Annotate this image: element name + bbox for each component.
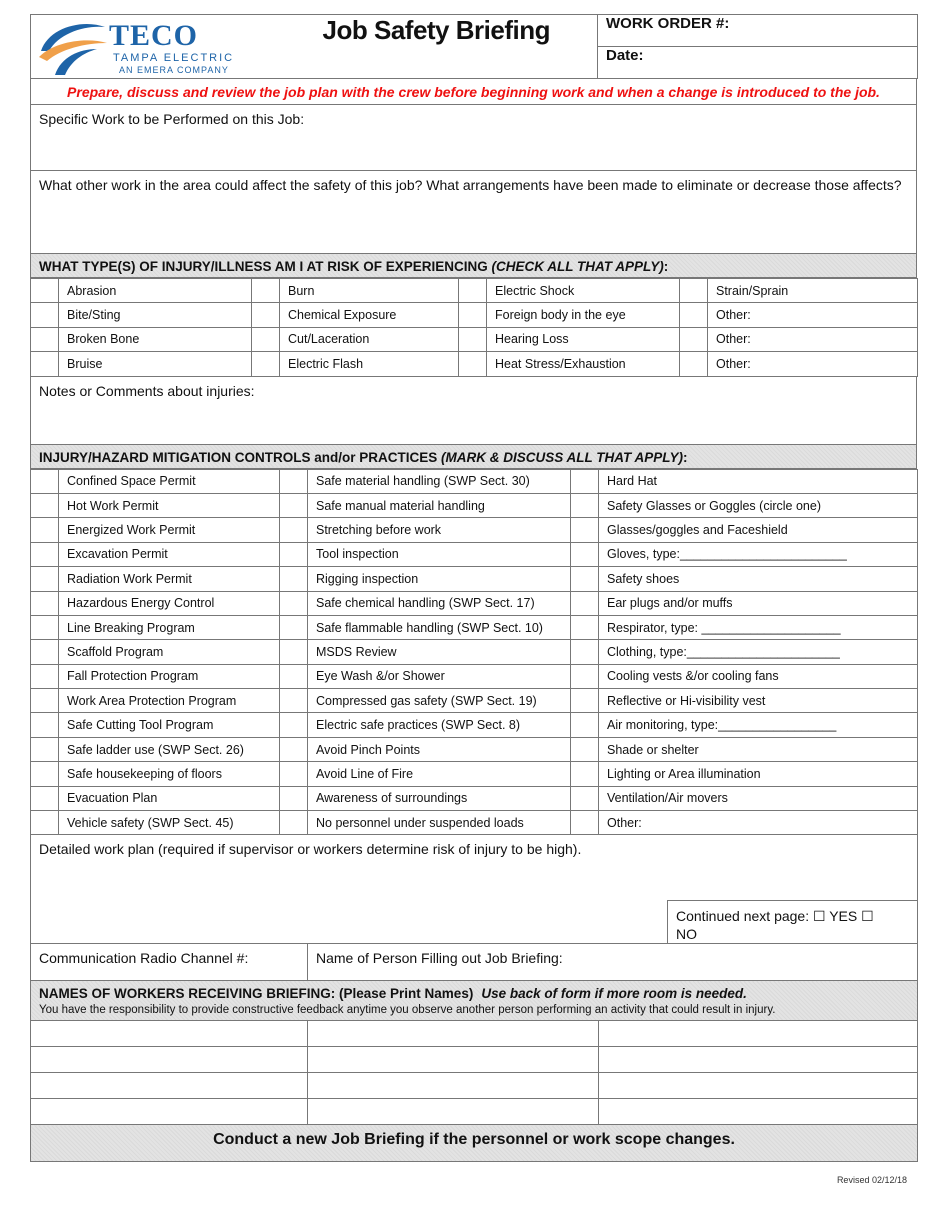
injury-checkbox[interactable]: [31, 303, 59, 327]
injury-option-label: Strain/Sprain: [708, 279, 918, 303]
mitigation-checkbox[interactable]: [571, 762, 599, 786]
worker-names-grid: [30, 1021, 918, 1162]
date-field[interactable]: [598, 47, 918, 79]
mitigation-checkbox[interactable]: [571, 640, 599, 664]
mitigation-checkbox[interactable]: [280, 786, 308, 810]
teco-swoosh-icon: [35, 17, 115, 77]
injury-option-label: Bite/Sting: [59, 303, 252, 327]
mitigation-checkbox[interactable]: [571, 615, 599, 639]
injury-row: [31, 352, 918, 376]
yes-checkbox[interactable]: ☐: [813, 908, 826, 925]
injury-section-heading: WHAT TYPE(S) OF INJURY/ILLNESS AM I AT RISK OF EXPERIENCING (CHECK ALL THAT APPLY):: [31, 254, 917, 278]
name-cell[interactable]: [31, 1047, 308, 1073]
mitigation-checkbox[interactable]: [31, 591, 59, 615]
mitigation-checkbox[interactable]: [31, 640, 59, 664]
mitigation-option-label: No personnel under suspended loads: [308, 811, 571, 835]
mitigation-option-label: Line Breaking Program: [59, 615, 280, 639]
logo-subtitle: TAMPA ELECTRIC: [113, 52, 235, 64]
mitigation-option-label: Energized Work Permit: [59, 518, 280, 542]
injury-option-label: Electric Shock: [487, 279, 680, 303]
mitigation-checkbox[interactable]: [31, 762, 59, 786]
mitigation-row: [31, 737, 918, 761]
mitigation-checkbox[interactable]: [571, 469, 599, 493]
mitigation-checklist: [30, 469, 918, 836]
injury-option-label: Chemical Exposure: [280, 303, 459, 327]
injury-option-label: Broken Bone: [59, 327, 252, 351]
mitigation-option-label: Excavation Permit: [59, 542, 280, 566]
injury-checkbox[interactable]: [459, 327, 487, 351]
injury-option-label: Heat Stress/Exhaustion: [487, 352, 680, 376]
injury-option-label: Hearing Loss: [487, 327, 680, 351]
injury-checkbox[interactable]: [680, 352, 708, 376]
injury-checkbox[interactable]: [31, 279, 59, 303]
names-row: [31, 1021, 918, 1047]
mitigation-option-label: Avoid Line of Fire: [308, 762, 571, 786]
mitigation-checkbox[interactable]: [571, 664, 599, 688]
title-cell: [276, 15, 598, 79]
mitigation-row: [31, 811, 918, 835]
feedback-note: You have the responsibility to provide constructive feedback anytime you observe another person performing an activity that could result in injury.: [39, 1004, 776, 1017]
mitigation-option-label: Electric safe practices (SWP Sect. 8): [308, 713, 571, 737]
names-section-heading: NAMES OF WORKERS RECEIVING BRIEFING: (Please Print Names) Use back of form if more room is needed. You have the responsibility to provide constructive feedback anytime you observe another person performing an activity that could result in injury.: [31, 981, 918, 1021]
mitigation-checkbox[interactable]: [31, 567, 59, 591]
mitigation-checkbox[interactable]: [280, 713, 308, 737]
mitigation-option-label: Gloves, type:________________________: [599, 542, 918, 566]
injury-option-label: Other:: [708, 327, 918, 351]
mitigation-checkbox[interactable]: [31, 615, 59, 639]
mitigation-option-label: Compressed gas safety (SWP Sect. 19): [308, 689, 571, 713]
mitigation-checkbox[interactable]: [571, 518, 599, 542]
mitigation-row: [31, 567, 918, 591]
injury-notes-label: Notes or Comments about injuries:: [39, 382, 255, 399]
mitigation-checkbox[interactable]: [280, 762, 308, 786]
name-cell[interactable]: [31, 1099, 308, 1125]
mitigation-checkbox[interactable]: [31, 713, 59, 737]
mitigation-checkbox[interactable]: [280, 542, 308, 566]
no-checkbox[interactable]: ☐: [861, 908, 874, 925]
injury-checkbox[interactable]: [459, 352, 487, 376]
specific-work-field[interactable]: [31, 105, 917, 171]
mitigation-option-label: Cooling vests &/or cooling fans: [599, 664, 918, 688]
name-cell[interactable]: [599, 1073, 918, 1099]
mitigation-option-label: Lighting or Area illumination: [599, 762, 918, 786]
mitigation-option-label: Vehicle safety (SWP Sect. 45): [59, 811, 280, 835]
injury-option-label: Electric Flash: [280, 352, 459, 376]
name-cell[interactable]: [308, 1021, 599, 1047]
mitigation-option-label: Safe flammable handling (SWP Sect. 10): [308, 615, 571, 639]
mitigation-row: [31, 664, 918, 688]
mitigation-row: [31, 542, 918, 566]
mitigation-option-label: Ventilation/Air movers: [599, 786, 918, 810]
other-work-field[interactable]: [31, 171, 917, 254]
mitigation-checkbox[interactable]: [31, 518, 59, 542]
mitigation-checkbox[interactable]: [280, 664, 308, 688]
mitigation-checkbox[interactable]: [280, 493, 308, 517]
injury-row: [31, 279, 918, 303]
injury-checkbox[interactable]: [31, 352, 59, 376]
mitigation-checkbox[interactable]: [31, 737, 59, 761]
mitigation-option-label: MSDS Review: [308, 640, 571, 664]
mitigation-option-label: Reflective or Hi-visibility vest: [599, 689, 918, 713]
mitigation-option-label: Eye Wash &/or Shower: [308, 664, 571, 688]
yes-label: YES: [829, 908, 858, 925]
mitigation-option-label: Safe material handling (SWP Sect. 30): [308, 469, 571, 493]
mitigation-option-label: Safe ladder use (SWP Sect. 26): [59, 737, 280, 761]
mitigation-row: [31, 493, 918, 517]
mitigation-row: [31, 469, 918, 493]
mitigation-option-label: Air monitoring, type:_________________: [599, 713, 918, 737]
teco-logo: [31, 15, 276, 75]
injury-checklist: [30, 278, 918, 377]
no-label: NO: [676, 926, 697, 943]
injury-row: [31, 327, 918, 351]
mitigation-checkbox[interactable]: [280, 591, 308, 615]
mitigation-option-label: Safe housekeeping of floors: [59, 762, 280, 786]
mitigation-option-label: Awareness of surroundings: [308, 786, 571, 810]
mitigation-checkbox[interactable]: [31, 469, 59, 493]
mitigation-checkbox[interactable]: [571, 713, 599, 737]
injury-checkbox[interactable]: [680, 327, 708, 351]
mitigation-option-label: Safe chemical handling (SWP Sect. 17): [308, 591, 571, 615]
person-filling-field[interactable]: [308, 944, 918, 981]
mitigation-row: [31, 713, 918, 737]
name-cell[interactable]: [31, 1021, 308, 1047]
radio-channel-label: Communication Radio Channel #:: [39, 950, 249, 967]
mitigation-checkbox[interactable]: [571, 689, 599, 713]
date-label: Date:: [606, 47, 644, 64]
mitigation-checkbox[interactable]: [280, 737, 308, 761]
mitigation-option-label: Clothing, type:______________________: [599, 640, 918, 664]
name-cell[interactable]: [599, 1099, 918, 1125]
mitigation-checkbox[interactable]: [571, 567, 599, 591]
logo-parent-company: AN EMERA COMPANY: [119, 65, 229, 75]
mitigation-checkbox[interactable]: [280, 640, 308, 664]
mitigation-checkbox[interactable]: [571, 786, 599, 810]
revision-date: Revised 02/12/18: [836, 1175, 907, 1185]
work-plan-label: Detailed work plan (required if supervisor or workers determine risk of injury to be high).: [39, 841, 582, 858]
mitigation-option-label: Shade or shelter: [599, 737, 918, 761]
logo-wordmark: TECO: [109, 19, 199, 52]
injury-option-label: Abrasion: [59, 279, 252, 303]
injury-option-label: Other:: [708, 352, 918, 376]
injury-checkbox[interactable]: [252, 327, 280, 351]
mitigation-row: [31, 786, 918, 810]
mitigation-row: [31, 689, 918, 713]
continued-label: Continued next page:: [676, 908, 810, 925]
injury-option-label: Bruise: [59, 352, 252, 376]
mitigation-checkbox[interactable]: [280, 615, 308, 639]
mitigation-section-heading: INJURY/HAZARD MITIGATION CONTROLS and/or PRACTICES (MARK & DISCUSS ALL THAT APPLY):: [31, 444, 917, 468]
instruction-text: Prepare, discuss and review the job plan with the crew before beginning work and when a change is introduced to the job.: [31, 79, 917, 105]
mitigation-option-label: Confined Space Permit: [59, 469, 280, 493]
radio-channel-field[interactable]: [31, 944, 308, 981]
injury-row: [31, 303, 918, 327]
mitigation-option-label: Hot Work Permit: [59, 493, 280, 517]
mitigation-option-label: Ear plugs and/or muffs: [599, 591, 918, 615]
mitigation-option-label: Rigging inspection: [308, 567, 571, 591]
mitigation-checkbox[interactable]: [31, 811, 59, 835]
injury-option-label: Burn: [280, 279, 459, 303]
mitigation-option-label: Other:: [599, 811, 918, 835]
work-plan-field[interactable]: [31, 835, 918, 901]
mitigation-option-label: Fall Protection Program: [59, 664, 280, 688]
mitigation-checkbox[interactable]: [31, 493, 59, 517]
mitigation-checkbox[interactable]: [280, 469, 308, 493]
mitigation-checkbox[interactable]: [31, 542, 59, 566]
name-cell[interactable]: [308, 1073, 599, 1099]
mitigation-option-label: Hazardous Energy Control: [59, 591, 280, 615]
mitigation-option-label: Tool inspection: [308, 542, 571, 566]
mitigation-option-label: Work Area Protection Program: [59, 689, 280, 713]
names-row: [31, 1047, 918, 1073]
names-row: [31, 1099, 918, 1125]
mitigation-checkbox[interactable]: [31, 689, 59, 713]
injury-checkbox[interactable]: [252, 303, 280, 327]
injury-notes-field[interactable]: [31, 377, 917, 445]
mitigation-option-label: Safe manual material handling: [308, 493, 571, 517]
instruction-block: [30, 79, 917, 278]
mitigation-option-label: Evacuation Plan: [59, 786, 280, 810]
mitigation-option-label: Respirator, type: ____________________: [599, 615, 918, 639]
person-filling-label: Name of Person Filling out Job Briefing:: [316, 950, 563, 967]
logo-area: [31, 15, 276, 79]
injury-checkbox[interactable]: [459, 279, 487, 303]
mitigation-row: [31, 762, 918, 786]
names-row: [31, 1073, 918, 1099]
injury-option-label: Cut/Laceration: [280, 327, 459, 351]
injury-option-label: Foreign body in the eye: [487, 303, 680, 327]
mitigation-checkbox[interactable]: [280, 811, 308, 835]
mitigation-option-label: Hard Hat: [599, 469, 918, 493]
mitigation-option-label: Scaffold Program: [59, 640, 280, 664]
other-work-label: What other work in the area could affect the safety of this job? What arrangements have been made to eliminate or decrease those affects?: [39, 177, 902, 193]
mitigation-checkbox[interactable]: [571, 493, 599, 517]
mitigation-option-label: Avoid Pinch Points: [308, 737, 571, 761]
injury-checkbox[interactable]: [31, 327, 59, 351]
injury-notes-block: [30, 377, 917, 469]
form-header: [30, 14, 918, 79]
mitigation-checkbox[interactable]: [571, 591, 599, 615]
mitigation-checkbox[interactable]: [31, 786, 59, 810]
continued-next-page: [668, 901, 918, 944]
name-cell[interactable]: [31, 1073, 308, 1099]
mitigation-option-label: Stretching before work: [308, 518, 571, 542]
injury-checkbox[interactable]: [680, 279, 708, 303]
mitigation-checkbox[interactable]: [571, 737, 599, 761]
injury-checkbox[interactable]: [680, 303, 708, 327]
mitigation-checkbox[interactable]: [571, 542, 599, 566]
mitigation-checkbox[interactable]: [31, 664, 59, 688]
specific-work-label: Specific Work to be Performed on this Job:: [39, 111, 305, 127]
injury-checkbox[interactable]: [252, 352, 280, 376]
mitigation-checkbox[interactable]: [280, 689, 308, 713]
name-cell[interactable]: [599, 1021, 918, 1047]
mitigation-checkbox[interactable]: [280, 518, 308, 542]
injury-checkbox[interactable]: [252, 279, 280, 303]
mitigation-option-label: Radiation Work Permit: [59, 567, 280, 591]
work-order-label: WORK ORDER #:: [606, 15, 730, 32]
footer-message: Conduct a new Job Briefing if the personnel or work scope changes.: [31, 1125, 918, 1162]
job-safety-briefing-form: [30, 14, 917, 1162]
injury-checkbox[interactable]: [459, 303, 487, 327]
work-plan-block: [30, 835, 918, 1021]
mitigation-row: [31, 640, 918, 664]
mitigation-row: [31, 591, 918, 615]
mitigation-checkbox[interactable]: [280, 567, 308, 591]
name-cell[interactable]: [599, 1047, 918, 1073]
name-cell[interactable]: [308, 1099, 599, 1125]
mitigation-option-label: Glasses/goggles and Faceshield: [599, 518, 918, 542]
mitigation-row: [31, 615, 918, 639]
mitigation-checkbox[interactable]: [571, 811, 599, 835]
mitigation-option-label: Safety Glasses or Goggles (circle one): [599, 493, 918, 517]
name-cell[interactable]: [308, 1047, 599, 1073]
work-order-field[interactable]: [598, 15, 918, 47]
mitigation-option-label: Safety shoes: [599, 567, 918, 591]
page-title: Job Safety Briefing: [322, 15, 550, 45]
mitigation-row: [31, 518, 918, 542]
injury-option-label: Other:: [708, 303, 918, 327]
mitigation-option-label: Safe Cutting Tool Program: [59, 713, 280, 737]
